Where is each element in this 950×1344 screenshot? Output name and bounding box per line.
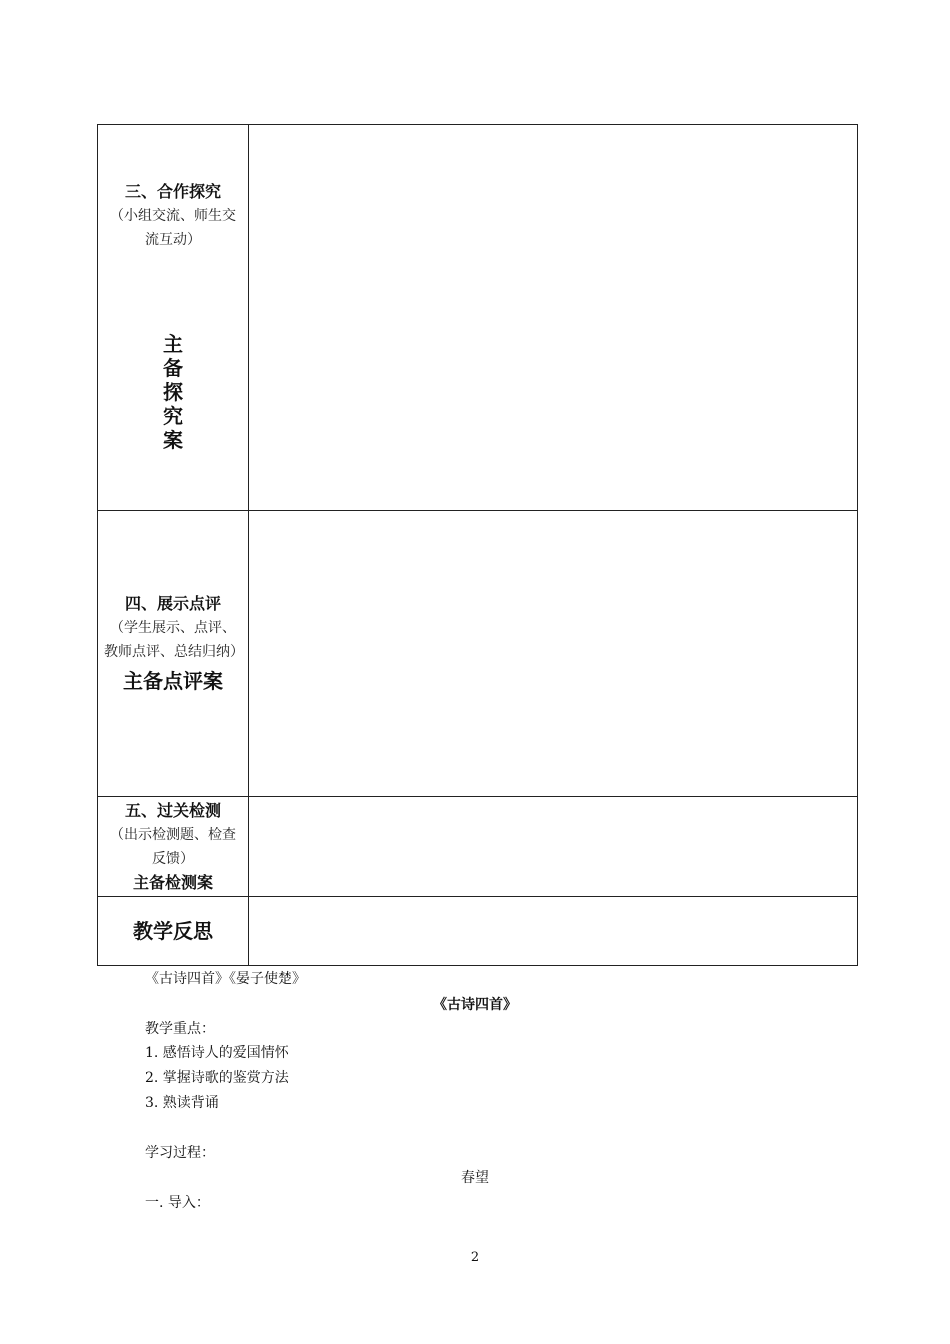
row-content-cell[interactable] — [249, 797, 858, 897]
section-heading: 三、合作探究 — [124, 182, 221, 201]
focus-item: 2. 掌握诗歌的鉴赏方法 — [145, 1070, 289, 1086]
poem-title: 春望 — [461, 1170, 489, 1186]
section-title: 《古诗四首》 — [433, 997, 517, 1013]
section-subtitle: （小组交流、师生交流互动） — [110, 208, 236, 248]
focus-item: 1. 感悟诗人的爱国情怀 — [145, 1045, 289, 1061]
case-label: 主备检测案 — [132, 872, 213, 892]
row-label-cell — [98, 897, 249, 966]
page-number: 2 — [470, 1250, 480, 1265]
row-content-cell[interactable] — [249, 125, 858, 511]
lesson-plan-table — [97, 124, 858, 966]
row-label-cell — [98, 797, 249, 897]
row-label-cell — [98, 125, 249, 511]
section-heading: 教学反思 — [133, 919, 213, 943]
case-label: 主备点评案 — [123, 669, 223, 693]
row-content-cell[interactable] — [249, 897, 858, 966]
step-intro: 一. 导入： — [145, 1195, 210, 1211]
section-heading: 四、展示点评 — [124, 594, 221, 613]
row-checkpoint-test — [98, 797, 858, 897]
section-heading: 五、过关检测 — [124, 800, 221, 820]
process-label: 学习过程： — [145, 1145, 215, 1161]
focus-item: 3. 熟读背诵 — [145, 1095, 219, 1111]
section-subtitle: （出示检测题、检查反馈） — [110, 826, 236, 867]
row-cooperative-inquiry — [98, 125, 858, 511]
row-content-cell[interactable] — [249, 511, 858, 797]
case-label-vertical: 主备探究案 — [163, 332, 183, 452]
section-subtitle: （学生展示、点评、教师点评、总结归纳） — [104, 620, 244, 660]
row-presentation-review — [98, 511, 858, 797]
row-teaching-reflection — [98, 897, 858, 966]
lesson-titles-line: 《古诗四首》《晏子使楚》 — [145, 971, 306, 987]
row-label-cell — [98, 511, 249, 797]
focus-label: 教学重点： — [145, 1021, 215, 1037]
